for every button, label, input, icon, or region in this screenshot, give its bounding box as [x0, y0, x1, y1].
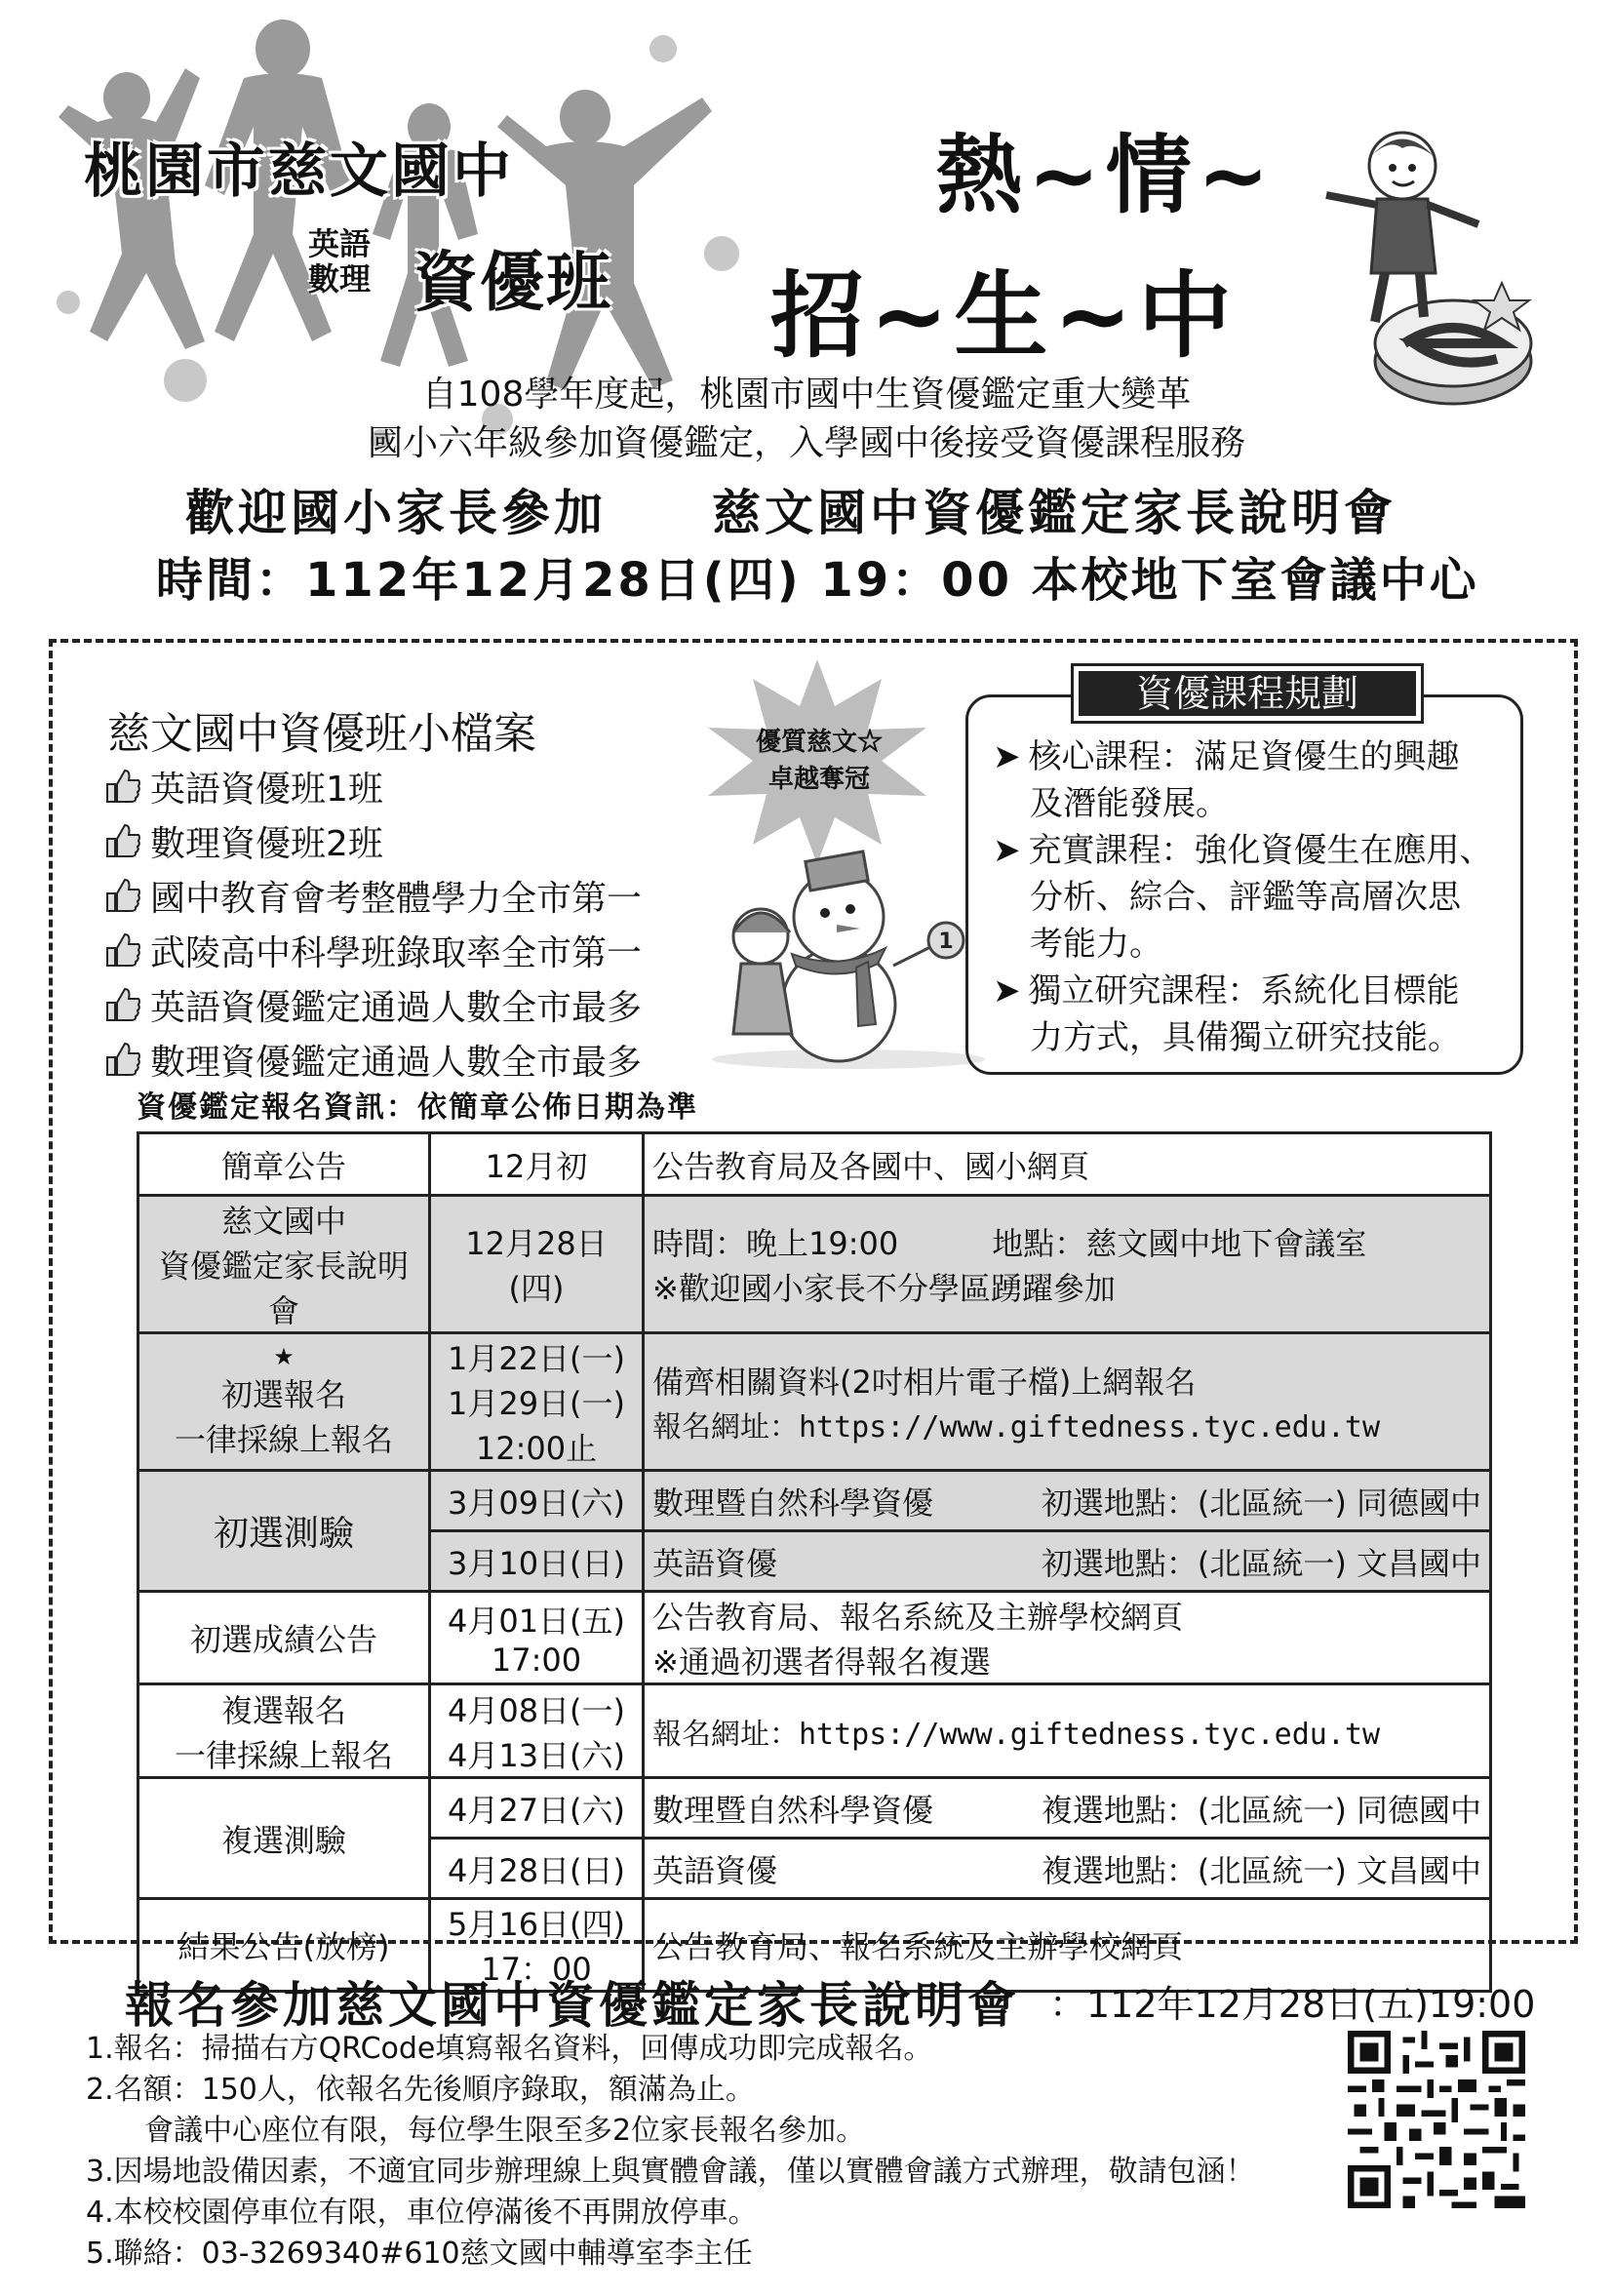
registration-note: 資優鑑定報名資訊：依簡章公佈日期為準: [137, 1090, 698, 1125]
briefing-time-location: 時間：112年12月28日(四) 19：00 本校地下室會議中心: [156, 553, 1479, 608]
thumbs-up-icon: [103, 1040, 142, 1079]
list-item: [103, 1032, 642, 1087]
footer-notes: [86, 2029, 1255, 2275]
program-subjects: [308, 226, 371, 297]
welcome-parents: 歡迎國小家長參加: [185, 485, 607, 541]
table-row: 結果公告(放榜) 5月16日(四) 17：00 公告教育局、報名系統及主辦學校網頁: [138, 1899, 1491, 1992]
subject-math-science: 數理: [308, 260, 372, 297]
course-plan-title: [1071, 663, 1424, 724]
arrow-icon: ➤: [993, 737, 1021, 776]
thumbs-up-icon: [103, 821, 142, 860]
list-item: 2.名額：150人，依報名先後順序錄取，額滿為止。: [86, 2073, 755, 2107]
list-item: [103, 813, 642, 868]
footer-date: ：112年12月28日(五)19:00: [1049, 1983, 1536, 2026]
table-row: 初選測驗 3月09日(六) 數理暨自然科學資優 初選地點：(北區統一) 同德國中: [138, 1471, 1491, 1531]
qr-code-icon[interactable]: [1348, 2031, 1525, 2208]
list-item: 1.報名：掃描右方QRCode填寫報名資料，回傳成功即完成報名。: [86, 2032, 933, 2066]
table-row: 慈文國中 資優鑑定家長說明會 12月28日(四) 時間：晚上19:00 地點：慈文國中地下會議室 ※歡迎國小家長不分學區踴躍參加: [138, 1196, 1491, 1333]
thumbs-up-icon: [103, 876, 142, 915]
profile-item-label: 英語資優班1班: [150, 769, 383, 810]
intro-line-1: 自108學年度起，桃園市國中生資優鑑定重大變革: [421, 375, 1192, 415]
table-row: 複選測驗 4月27日(六) 數理暨自然科學資優 複選地點：(北區統一) 同德國中: [138, 1778, 1491, 1839]
profile-title: 慈文國中資優班小檔案: [107, 709, 536, 759]
slogan-recruiting: 招~生~中: [770, 261, 1238, 371]
badge-line-2: 卓越奪冠: [767, 765, 870, 794]
profile-item-label: 數理資優鑑定通過人數全市最多: [150, 1042, 643, 1083]
list-item: 4.本校校園停車位有限，車位停滿後不再開放停車。: [86, 2196, 758, 2230]
profile-item-label: 英語資優鑑定通過人數全市最多: [150, 987, 643, 1028]
table-row: ★ 初選報名 一律採線上報名 1月22日(一) 1月29日(一) 12:00止 備齊相關資料(2吋相片電子檔)上網報名 報名網址：https://www.giftedness.tyc.edu.tw: [138, 1333, 1491, 1471]
slogan-passion: 熱~情~: [936, 125, 1276, 225]
medal-number: 1: [938, 930, 954, 954]
list-item: [103, 977, 642, 1032]
table-row: 初選成績公告 4月01日(五) 17:00 公告教育局、報名系統及主辦學校網頁 ※通過初選者得報名複選: [138, 1592, 1491, 1684]
arrow-icon: ➤: [993, 971, 1021, 1010]
table-row: 簡章公告 12月初 公告教育局及各國中、國小網頁: [138, 1133, 1491, 1196]
briefing-session-title: 慈文國中資優鑑定家長說明會: [712, 485, 1397, 541]
list-item: [103, 923, 642, 977]
list-item: 5.聯絡：03-3269340#610慈文國中輔導室李主任: [86, 2237, 753, 2271]
thumbs-up-icon: [103, 930, 142, 970]
table-row: 3月10日(日) 英語資優 初選地點：(北區統一) 文昌國中: [138, 1531, 1491, 1592]
profile-list: [103, 759, 642, 1087]
list-item: 會議中心座位有限，每位學生限至多2位家長報名參加。: [86, 2114, 866, 2148]
list-item: [103, 759, 642, 813]
thumbs-up-icon: [103, 985, 142, 1024]
list-item: 3.因場地設備因素，不適宜同步辦理線上與實體會議，僅以實體會議方式辦理，敬請包涵！: [86, 2155, 1255, 2189]
badge-text: [741, 724, 897, 798]
profile-item-label: 武陵高中科學班錄取率全市第一: [150, 932, 643, 973]
list-item: [103, 868, 642, 923]
table-row: 4月28日(日) 英語資優 複選地點：(北區統一) 文昌國中: [138, 1839, 1491, 1899]
footer-title: 報名參加慈文國中資優鑑定家長說明會: [125, 1977, 1020, 2034]
badge-line-1: 優質慈文☆: [755, 728, 883, 757]
subject-english: 英語: [308, 225, 372, 262]
schedule-table: [137, 1131, 1492, 1993]
course-item-enrichment: ➤ 充實課程：強化資優生在應用、 分析、綜合、評鑑等高層次思 考能力。: [993, 831, 1493, 964]
profile-item-label: 數理資優班2班: [150, 823, 383, 864]
snowman-girl-illustration-icon: [702, 839, 995, 1073]
star-icon: ★: [273, 1343, 295, 1370]
course-item-independent: ➤ 獨立研究課程：系統化目標能 力方式，具備獨立研究技能。: [993, 971, 1461, 1057]
gifted-class-title: 資優班: [413, 245, 612, 320]
intro-line-2: 國小六年級參加資優鑑定，入學國中後接受資優課程服務: [367, 423, 1245, 463]
school-title: 桃園市慈文國中: [84, 138, 514, 206]
course-item-core: ➤ 核心課程：滿足資優生的興趣 及潛能發展。: [993, 737, 1460, 823]
registration-url[interactable]: 報名網址：https://www.giftedness.tyc.edu.tw: [644, 1684, 1491, 1778]
course-plan-title-text: 資優課程規劃: [1079, 671, 1416, 716]
profile-item-label: 國中教育會考整體學力全市第一: [150, 878, 643, 919]
arrow-icon: ➤: [993, 831, 1021, 870]
thumbs-up-icon: [103, 767, 142, 806]
table-row: 複選報名 一律採線上報名 4月08日(一) 4月13日(六) 報名網址：https://www.giftedness.tyc.edu.tw: [138, 1684, 1491, 1778]
registration-url[interactable]: 報名網址：https://www.giftedness.tyc.edu.tw: [652, 1410, 1381, 1445]
